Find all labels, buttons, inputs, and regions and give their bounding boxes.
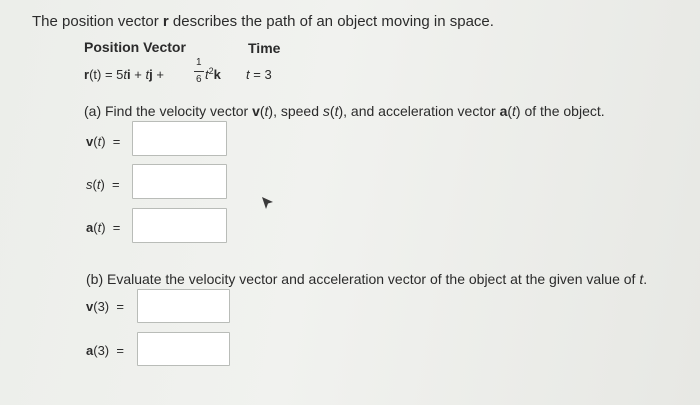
formula-plus1: + — [130, 67, 146, 82]
intro-vector-r: r — [162, 13, 169, 30]
label-s-name: s — [86, 177, 93, 192]
formula-t1: t — [123, 67, 128, 82]
header-time: Time — [248, 40, 281, 56]
mouse-cursor-icon — [261, 196, 275, 212]
formula-t3: t — [205, 67, 209, 82]
formula-exp: 2 — [208, 66, 214, 76]
formula-frac-bar — [194, 71, 204, 72]
label-v-name: v — [86, 134, 94, 149]
velocity-answer-input[interactable] — [132, 121, 227, 156]
part-a-text-4: ( — [329, 103, 335, 119]
formula-r: r — [84, 67, 90, 82]
part-a-text-5: ), and acceleration vector — [338, 103, 500, 119]
part-b-text-2: . — [643, 271, 648, 287]
label-a-t-var: t — [97, 220, 102, 235]
acceleration-answer-input[interactable] — [132, 208, 227, 243]
formula-j: j — [149, 67, 153, 82]
label-v-t — [86, 134, 120, 149]
label-a-3 — [86, 343, 124, 358]
label-a-close: ) — [101, 220, 106, 235]
formula-frac-num: 1 — [196, 57, 202, 68]
header-position-vector: Position Vector — [84, 39, 186, 55]
label-v3-eq: = — [109, 299, 124, 314]
part-b-prompt — [86, 271, 647, 287]
intro-post: describes the path of an object moving in space. — [168, 13, 494, 30]
label-a-t — [86, 220, 120, 235]
label-v-eq: = — [105, 134, 121, 149]
time-value — [246, 67, 272, 82]
label-a3-arg: (3) — [93, 343, 110, 358]
label-a-open: ( — [93, 220, 98, 235]
formula-eq: = 5 — [101, 67, 124, 82]
formula-plus2: + — [152, 67, 164, 82]
part-a-text-7: ) of the object. — [515, 103, 605, 119]
part-b-text-1: (b) Evaluate the velocity vector and acceleration vector of the object at the given value of — [86, 271, 640, 287]
label-a-name: a — [86, 220, 94, 235]
part-a-t3: t — [512, 103, 516, 119]
formula-t2: t — [145, 67, 150, 82]
acceleration-at-3-answer-input[interactable] — [137, 332, 230, 366]
part-a-prompt — [84, 103, 605, 119]
speed-answer-input[interactable] — [132, 164, 227, 199]
intro-text — [32, 13, 494, 30]
formula-t2k — [205, 67, 221, 82]
label-a3-name: a — [86, 343, 94, 358]
label-v-t-var: t — [97, 134, 102, 149]
formula-frac-den: 6 — [196, 74, 202, 85]
part-a-a: a — [499, 103, 508, 119]
label-v3-arg: (3) — [93, 299, 110, 314]
velocity-at-3-answer-input[interactable] — [137, 289, 230, 323]
label-s-open: ( — [92, 177, 97, 192]
formula-main — [84, 67, 164, 82]
label-s-eq: = — [104, 177, 120, 192]
part-a-text-1: (a) Find the velocity vector — [84, 103, 253, 119]
label-a-eq: = — [105, 220, 121, 235]
label-v-3 — [86, 299, 124, 314]
label-s-t — [86, 177, 120, 192]
part-a-t2: t — [334, 103, 339, 119]
part-a-s: s — [322, 103, 330, 119]
label-s-close: ) — [100, 177, 105, 192]
label-s-t-var: t — [96, 177, 101, 192]
part-a-v: v — [252, 103, 260, 119]
label-a3-eq: = — [109, 343, 124, 358]
time-var: t — [246, 67, 250, 82]
label-v-close: ) — [101, 134, 106, 149]
part-a-t1: t — [264, 103, 269, 119]
label-v3-name: v — [86, 299, 94, 314]
label-v-open: ( — [93, 134, 98, 149]
formula-i: i — [127, 67, 131, 82]
intro-pre: The position vector — [32, 13, 163, 30]
part-b-t: t — [639, 271, 644, 287]
part-a-text-3: ), speed — [268, 103, 323, 119]
part-a-text-6: ( — [507, 103, 513, 119]
part-a-text-2: ( — [259, 103, 265, 119]
formula-arg: (t) — [89, 67, 102, 82]
formula-k: k — [213, 67, 221, 82]
time-eq: = 3 — [249, 67, 272, 82]
